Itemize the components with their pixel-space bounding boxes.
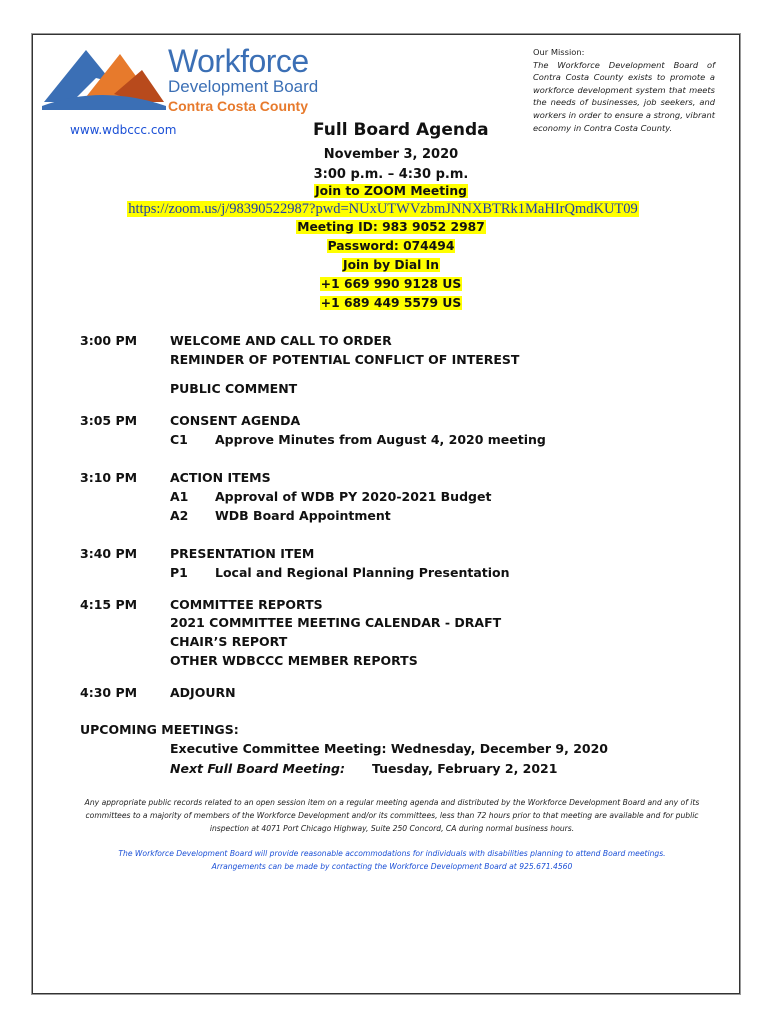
logo-county: Contra Costa County <box>168 98 308 114</box>
agenda-heading: CONSENT AGENDA <box>170 413 301 428</box>
agenda-heading: PRESENTATION ITEM <box>170 546 315 561</box>
agenda-item: PUBLIC COMMENT <box>170 381 298 396</box>
agenda-item: Approve Minutes from August 4, 2020 meeting <box>215 432 546 447</box>
agenda-item: COMMITTEE REPORTS <box>170 597 323 612</box>
mission-title: Our Mission: <box>533 47 585 57</box>
agenda-item: WELCOME AND CALL TO ORDER <box>170 333 392 348</box>
wdb-logo-mark-icon <box>42 44 166 110</box>
agenda-item: WDB Board Appointment <box>215 508 391 523</box>
logo-development-board: Development Board <box>168 77 319 96</box>
agenda-item: Local and Regional Planning Presentation <box>215 565 510 580</box>
next-meeting-date: Tuesday, February 2, 2021 <box>372 761 558 776</box>
agenda-heading: ACTION ITEMS <box>170 470 271 485</box>
meeting-id: Meeting ID: 983 9052 2987 <box>297 220 485 234</box>
phone-number-1: +1 669 990 9128 US <box>320 277 462 291</box>
meeting-password: Password: 074494 <box>327 239 455 253</box>
upcoming-heading: UPCOMING MEETINGS: <box>80 722 239 737</box>
meeting-time: 3:00 p.m. – 4:30 p.m. <box>313 167 469 182</box>
agenda-item-code: C1 <box>170 432 188 447</box>
agenda-time: 3:00 PM <box>80 333 138 348</box>
accommodation-line-2: Arrangements can be made by contacting the Workforce Development Board at 925.671.4560 <box>211 862 573 871</box>
executive-meeting: Executive Committee Meeting: Wednesday, December 9, 2020 <box>170 741 608 756</box>
logo-workforce: Workforce <box>168 43 309 79</box>
agenda-item-code: A1 <box>170 489 189 504</box>
phone-number-2: +1 689 449 5579 US <box>320 296 462 310</box>
meeting-date: November 3, 2020 <box>323 147 459 162</box>
accommodation-note <box>80 847 704 873</box>
website-link[interactable]: www.wdbccc.com <box>70 123 177 137</box>
join-zoom-label: Join to ZOOM Meeting <box>315 184 467 198</box>
accommodation-line-1: The Workforce Development Board will provide reasonable accommodations for individuals with disabilities planning to attend Board meetings. <box>118 849 666 858</box>
agenda-item: OTHER WDBCCC MEMBER REPORTS <box>170 653 418 668</box>
zoom-link[interactable]: https://zoom.us/j/98390522987?pwd=NUxUTWVzbmJNNXBTRk1MaHIrQmdKUT09 <box>128 201 638 217</box>
agenda-item-code: A2 <box>170 508 189 523</box>
agenda-time: 4:30 PM <box>80 685 138 700</box>
agenda-time: 3:40 PM <box>80 546 138 561</box>
next-meeting-label: Next Full Board Meeting: <box>170 761 346 776</box>
dial-in-label: Join by Dial In <box>343 258 439 272</box>
agenda-item: REMINDER OF POTENTIAL CONFLICT OF INTEREST <box>170 352 520 367</box>
agenda-time: 3:05 PM <box>80 413 138 428</box>
agenda-item: 2021 COMMITTEE MEETING CALENDAR - DRAFT <box>170 615 502 630</box>
agenda-time: 4:15 PM <box>80 597 138 612</box>
agenda-time: 3:10 PM <box>80 470 138 485</box>
mission-text: The Workforce Development Board of Contra Costa County exists to promote a workforce development system that meets the needs of businesses, job seekers, and workers in order to ensure a strong, vibrant economy in Contra Costa County. <box>533 59 715 133</box>
public-records-note: Any appropriate public records related to an open session item on a regular meeting agenda and distributed by the Workforce Development Board and any of its committees to a majority of members of the Workforce Development and/or its committees, less than 72 hours prior to that meeting are available and for public inspection at 4071 Port Chicago Highway, Suite 250 Concord, CA during normal business hours. <box>84 798 700 833</box>
agenda-item: CHAIR’S REPORT <box>170 634 288 649</box>
agenda-item-code: P1 <box>170 565 188 580</box>
agenda-item: Approval of WDB PY 2020-2021 Budget <box>215 489 492 504</box>
mission-statement <box>533 46 715 134</box>
agenda-title: Full Board Agenda <box>313 120 489 140</box>
agenda-item: ADJOURN <box>170 685 236 700</box>
